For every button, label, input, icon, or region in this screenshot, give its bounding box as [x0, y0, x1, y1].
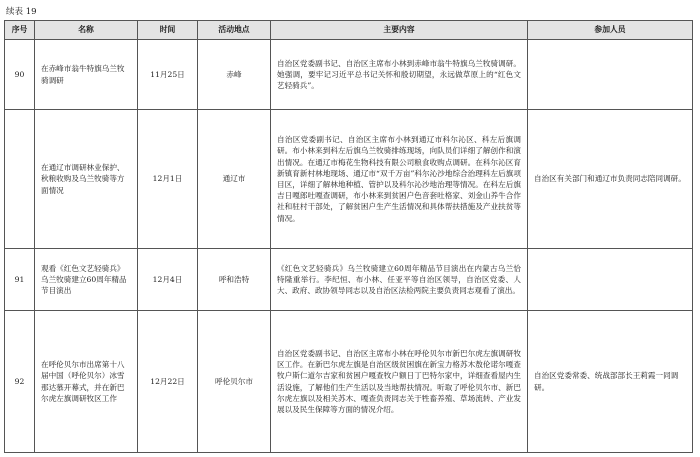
header-seq: 序号: [5, 21, 35, 40]
header-place: 活动地点: [198, 21, 271, 40]
row-seq: 92: [5, 311, 35, 453]
row-time: 12月4日: [138, 249, 198, 311]
activity-table: [4, 20, 693, 453]
row-time: 12月1日: [138, 110, 198, 249]
table-row: [5, 249, 693, 311]
row-people: [528, 249, 693, 311]
row-content: 自治区党委副书记、自治区主席布小林到通辽市科尔沁区、科左后旗调研。布小林来到科左后旗乌兰牧骑排练现场，向队员们详细了解创作和演出情况。在通辽市梅花生物科技有限公司粮食收购点调研。在科尔沁区育新镇育新村林地现场、通辽市“双千万亩”科尔沁沙地综合治理科左后旗项目区，详细了解林地种植、管护以及科尔沁沙地治理等情况。在科左后旗吉日嘎郎吐嘎查调研，布小林来到贫困户色音套吐格家、刘金山养牛合作社和驻村干部处，了解贫困户生产生活情况和具体帮扶措施及产业扶贫等情况。: [271, 110, 528, 249]
header-time: 时间: [138, 21, 198, 40]
row-name: 在呼伦贝尔市出席第十八届中国（呼伦贝尔）冰雪那达慕开幕式，并在新巴尔虎左旗调研牧区工作: [35, 311, 138, 453]
row-people: [528, 40, 693, 110]
table-caption: 续表 19: [6, 7, 37, 17]
row-content: 自治区党委副书记、自治区主席布小林到赤峰市翁牛特旗乌兰牧骑调研。她强调，要牢记习近平总书记关怀和殷切期望，永远做草原上的“红色文艺轻骑兵”。: [271, 40, 528, 110]
table-row: [5, 110, 693, 249]
row-people: 自治区有关部门和通辽市负责同志陪同调研。: [528, 110, 693, 249]
header-content: 主要内容: [271, 21, 528, 40]
row-seq: 91: [5, 249, 35, 311]
row-name: 观看《红色文艺轻骑兵》乌兰牧骑建立60周年精品节目演出: [35, 249, 138, 311]
table-header-row: [5, 21, 693, 40]
row-place: 通辽市: [198, 110, 271, 249]
row-content: 《红色文艺轻骑兵》乌兰牧骑建立60周年精品节目演出在内蒙古乌兰恰特隆重举行。李纪恒、布小林、任亚平等自治区领导，自治区党委、人大、政府、政协领导同志以及自治区法检两院主要负责同志观看了演出。: [271, 249, 528, 311]
header-name: 名称: [35, 21, 138, 40]
row-content: 自治区党委副书记、自治区主席布小林在呼伦贝尔市新巴尔虎左旗调研牧区工作。在新巴尔虎左旗是自治区级贫困旗在新宝力格苏木敖伦诺尔嘎查牧户斯仁道尔吉家和贫困户嘎查牧户额日丁巴特尔家中，详细查看屋内生活设施，了解他们生产生活以及当地帮扶情况。听取了呼伦贝尔市、新巴尔虎左旗以及相关苏木、嘎查负责同志关于牲畜养殖、草场流转、产业发展以及民生保障等方面的情况介绍。: [271, 311, 528, 453]
row-name: 在通辽市调研林业保护、秋粮收购及乌兰牧骑等方面情况: [35, 110, 138, 249]
row-time: 11月25日: [138, 40, 198, 110]
row-place: 赤峰: [198, 40, 271, 110]
row-seq: [5, 110, 35, 249]
table-row: [5, 311, 693, 453]
header-people: 参加人员: [528, 21, 693, 40]
row-seq: 90: [5, 40, 35, 110]
row-name: 在赤峰市翁牛特旗乌兰牧骑调研: [35, 40, 138, 110]
row-people: 自治区党委常委、统战部部长王莉霞一同调研。: [528, 311, 693, 453]
row-time: 12月22日: [138, 311, 198, 453]
row-place: 呼伦贝尔市: [198, 311, 271, 453]
table-row: [5, 40, 693, 110]
row-place: 呼和浩特: [198, 249, 271, 311]
